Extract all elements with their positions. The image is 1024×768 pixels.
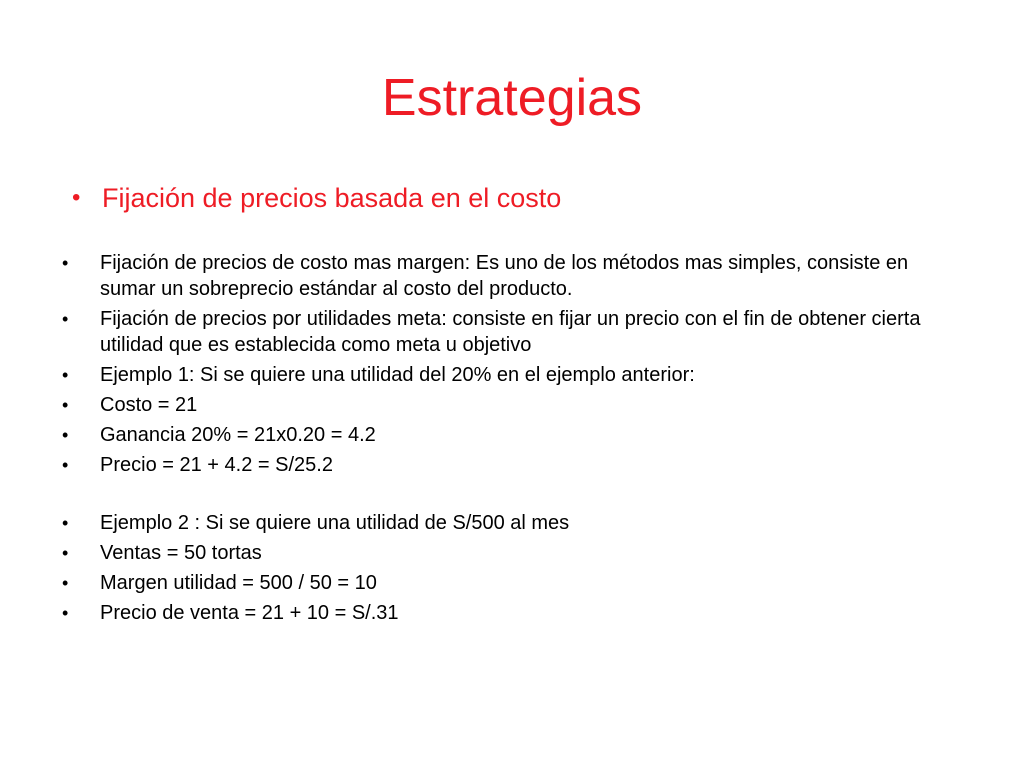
list-item [62,452,942,478]
slide-title: Estrategias [381,69,643,127]
list-item-text: Ejemplo 1: Si se quiere una utilidad del 20% en el ejemplo anterior: [100,364,695,386]
list-item-text: Fijación de precios de costo mas margen: Es uno de los métodos mas simples, consiste en sumar un sobreprecio estándar al costo del producto. [100,252,909,300]
slide-heading: Fijación de precios basada en el costo [102,183,562,213]
list-item [62,362,942,388]
list-item-text: Ejemplo 2 : Si se quiere una utilidad de S/500 al mes [100,512,570,534]
list-item-text: Precio de venta = 21 + 10 = S/.31 [100,602,399,624]
bullet-icon: • [62,603,69,623]
bullet-icon: • [62,253,69,273]
bullet-icon: • [62,513,69,533]
bullet-icon: • [62,395,69,415]
list-item-text: Costo = 21 [100,394,198,416]
bullet-icon: • [62,543,69,563]
list-item [62,510,942,536]
bullet-icon: • [62,309,69,329]
list-item-text: Ventas = 50 tortas [100,542,262,564]
list-item [62,250,942,302]
list-item [62,422,942,448]
list-item [62,392,942,418]
list-item-text: Margen utilidad = 500 / 50 = 10 [100,572,377,594]
list-item [62,540,942,566]
bullet-list [62,250,942,626]
list-item-text: Ganancia 20% = 21x0.20 = 4.2 [100,424,376,446]
heading-bullet-row [62,178,942,218]
bullet-icon: • [72,184,81,211]
list-item [62,306,942,358]
bullet-icon: • [62,425,69,445]
bullet-icon: • [62,455,69,475]
bullet-icon: • [62,365,69,385]
bullet-icon: • [62,573,69,593]
list-item-text: Fijación de precios por utilidades meta: consiste en fijar un precio con el fin de obtener cierta utilidad que es establecida como meta u objetivo [100,308,921,356]
list-item [62,570,942,596]
list-item [62,600,942,626]
list-item-text: Precio = 21 + 4.2 = S/25.2 [100,454,333,476]
